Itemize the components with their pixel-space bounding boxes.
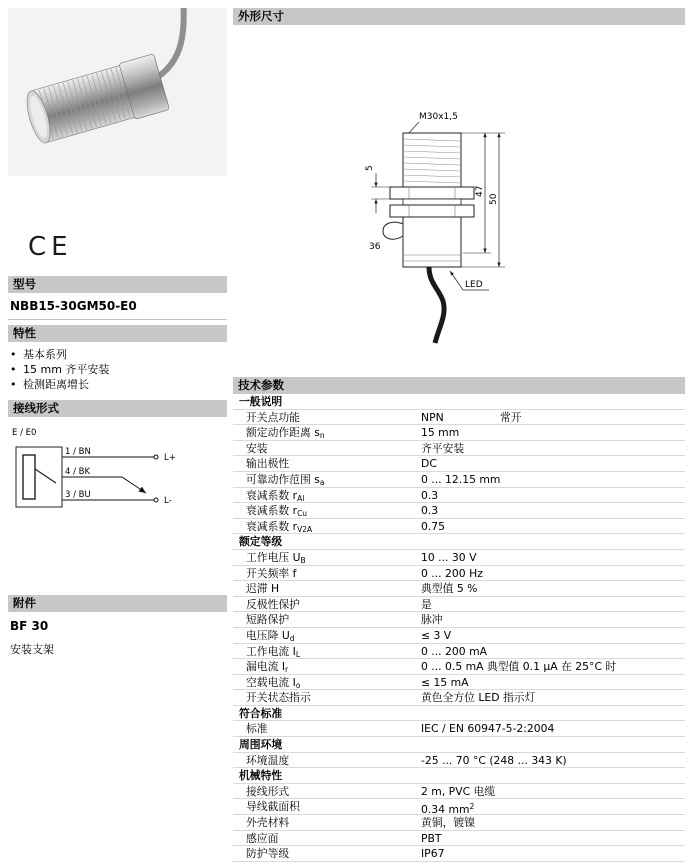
left-column — [8, 8, 227, 657]
spec-row: 短路保护 脉冲 — [233, 612, 685, 628]
spec-row: 输出极性 DC — [233, 456, 685, 472]
terminal-minus-dot — [154, 498, 158, 502]
model-number: NBB15-30GM50-E0 — [8, 293, 227, 320]
spec-row: 安装 齐平安装 — [233, 441, 685, 457]
feature-item: • 检测距离增长 — [10, 378, 89, 391]
spec-section-row: 机械特性 — [233, 768, 685, 784]
accessory-description: 安装支架 — [10, 643, 54, 656]
features-list — [8, 342, 227, 397]
spec-row: 接线形式 2 m, PVC 电缆 — [233, 784, 685, 800]
spec-row: 电压降 $U_d$ ≤ 3 V — [233, 628, 685, 644]
spec-row: 工作电压 $U_B$ 10 ... 30 V — [233, 550, 685, 566]
output-arrow — [122, 477, 146, 493]
spec-row: 防护等级 IP67 — [233, 846, 685, 862]
feature-item: • 15 mm 齐平安装 — [10, 363, 110, 376]
spec-table — [233, 394, 685, 862]
length-47-label: 47 — [475, 185, 485, 197]
nut-thickness-label: 5 — [365, 165, 375, 171]
tech-header-bar: 技术参数 — [233, 377, 685, 394]
spec-row: 工作电流 $I_L$ 0 ... 200 mA — [233, 644, 685, 660]
spec-row: 可靠动作范围 $s_a$ 0 ... 12.15 mm — [233, 472, 685, 488]
model-header-bar: 型号 — [8, 276, 227, 293]
spec-row: 空载电流 $I_o$ ≤ 15 mA — [233, 675, 685, 691]
feature-item: • 基本系列 — [10, 348, 67, 361]
connection-header-bar: 接线形式 — [8, 400, 227, 417]
wrench-symbol — [383, 222, 403, 239]
spec-row: 迟滞 H 典型值 5 % — [233, 581, 685, 597]
ce-mark: CE — [28, 232, 73, 262]
cable — [429, 267, 444, 343]
wire-bk-label: 4 / BK — [65, 467, 91, 477]
spec-row: 衰减系数 $r_{V2A}$ 0.75 — [233, 519, 685, 535]
spec-row: 环境温度 -25 ... 70 °C (248 ... 343 K) — [233, 753, 685, 769]
spec-row: 衰减系数 $r_{Al}$ 0.3 — [233, 488, 685, 504]
terminal-plus-label: L+ — [164, 453, 176, 463]
spec-row: 开关状态指示 黄色全方位 LED 指示灯 — [233, 690, 685, 706]
hex-nut-1 — [390, 187, 474, 199]
spec-row: 开关频率 f 0 ... 200 Hz — [233, 566, 685, 582]
accessory-model: BF 30 — [10, 619, 49, 633]
wrench-size-label: 36 — [369, 242, 381, 252]
right-column — [233, 8, 685, 862]
terminal-minus-label: L- — [164, 496, 172, 506]
spec-row: 衰减系数 $r_{Cu}$ 0.3 — [233, 503, 685, 519]
spec-row: 标准 IEC / EN 60947-5-2:2004 — [233, 721, 685, 737]
product-photo — [8, 8, 227, 176]
led-label: LED — [465, 280, 483, 290]
dimensions-header-bar: 外形尺寸 — [233, 8, 685, 25]
features-header-bar: 特性 — [8, 325, 227, 342]
spec-row: 额定动作距离 $s_n$ 15 mm — [233, 425, 685, 441]
spec-row: 反极性保护 是 — [233, 597, 685, 613]
dimension-drawing — [233, 25, 685, 377]
spec-row: 开关点功能 NPN 常开 — [233, 410, 685, 426]
wiring-type-label: E / E0 — [12, 428, 37, 438]
spec-section-row: 符合标准 — [233, 706, 685, 722]
length-50-label: 50 — [489, 193, 499, 205]
spec-row: 感应面 PBT — [233, 831, 685, 847]
spec-row: 外壳材料 黄铜，镀镍 — [233, 815, 685, 831]
thread-dimension-label: M30x1,5 — [419, 112, 458, 122]
terminal-plus-dot — [154, 455, 158, 459]
sensor-thread-barrel — [403, 133, 461, 187]
spec-row: 漏电流 $I_r$ 0 ... 0.5 mA 典型值 0.1 µA 在 25°C 时 — [233, 659, 685, 675]
wire-bu-label: 3 / BU — [65, 490, 91, 500]
wiring-diagram — [8, 423, 208, 538]
wire-bn-label: 1 / BN — [65, 447, 91, 457]
sensor-housing — [403, 217, 461, 267]
spec-section-row: 周围环境 — [233, 737, 685, 753]
spec-section-row: 额定等级 — [233, 534, 685, 550]
spec-section-row: 一般说明 — [233, 394, 685, 410]
spec-row: 导线截面积 0.34 $mm^2$ — [233, 799, 685, 815]
hex-nut-2 — [390, 205, 474, 217]
accessories-header-bar: 附件 — [8, 595, 227, 612]
